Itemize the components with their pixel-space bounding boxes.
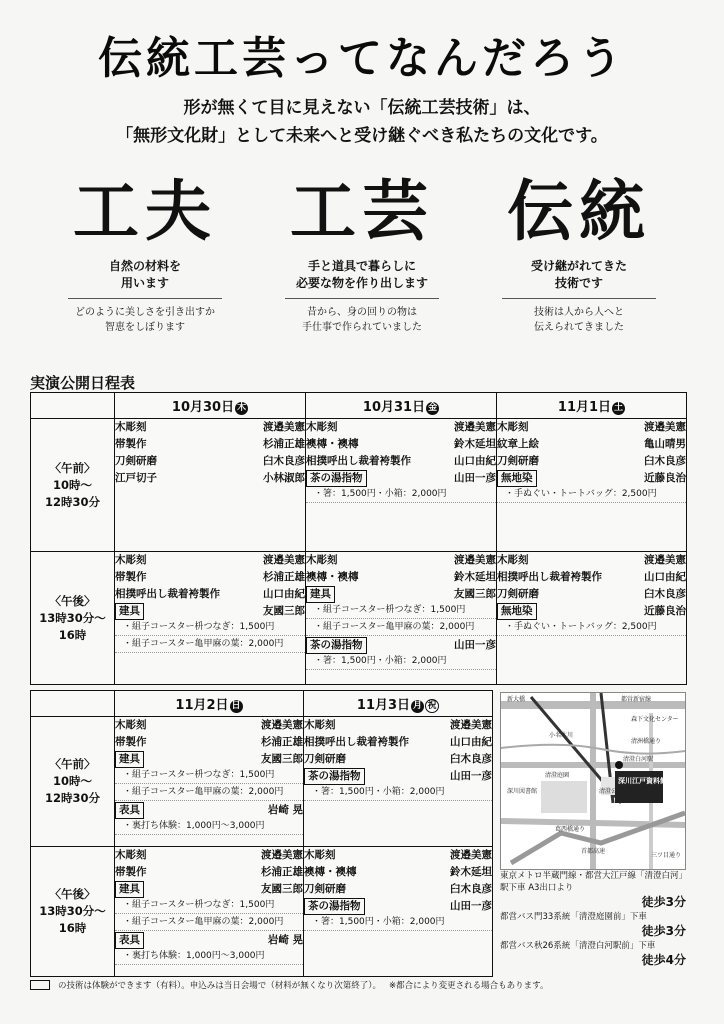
intro-text bbox=[0, 94, 724, 150]
craft-row bbox=[115, 734, 303, 751]
craft-name: 木彫刻 bbox=[115, 719, 147, 731]
craft-row bbox=[497, 419, 686, 436]
legend bbox=[30, 979, 548, 991]
access-map bbox=[500, 692, 686, 870]
craft-name: 帯製作 bbox=[115, 736, 147, 748]
map-label: 清澄庭園 bbox=[545, 772, 570, 779]
craft-name: 帯製作 bbox=[115, 866, 147, 878]
experience-price: ・組子コースター亀甲麻の葉：2,000円 bbox=[306, 620, 496, 636]
craft-row bbox=[115, 436, 305, 453]
craft-row bbox=[115, 586, 305, 603]
craft-name: 建具 bbox=[115, 751, 144, 768]
experience-price: ・箸：1,500円・小箱：2,000円 bbox=[304, 785, 492, 801]
craft-name: 建具 bbox=[306, 586, 335, 603]
craft-row bbox=[497, 552, 686, 569]
artisan-name: 山口由紀 bbox=[644, 571, 686, 583]
weekday-badge: 土 bbox=[614, 403, 624, 413]
craft-row bbox=[304, 717, 492, 734]
artisan-name: 杉浦正雄 bbox=[263, 438, 305, 450]
craft-row bbox=[497, 586, 686, 603]
craft-row bbox=[115, 717, 303, 734]
date-header: 10月31日 金 bbox=[306, 393, 497, 419]
experience-price: ・組子コースター亀甲麻の葉：2,000円 bbox=[115, 637, 305, 653]
craft-row bbox=[304, 898, 492, 915]
artisan-name: 山田一彦 bbox=[454, 472, 496, 484]
craft-name: 木彫刻 bbox=[304, 849, 336, 861]
experience-price: ・組子コースター枡つなぎ：1,500円 bbox=[115, 898, 303, 914]
craft-name: 相撲呼出し裁着袴製作 bbox=[304, 736, 409, 748]
craft-name: 茶の湯指物 bbox=[306, 637, 367, 654]
artisan-name: 岩崎 晃 bbox=[267, 934, 303, 946]
map-label: 清澄白河駅 bbox=[623, 756, 654, 763]
map-label: 新大橋 bbox=[507, 696, 526, 703]
craft-row bbox=[304, 881, 492, 898]
weekday-badge: 日 bbox=[231, 701, 241, 711]
date-header-row bbox=[31, 691, 493, 717]
artisan-name: 渡邉美憲 bbox=[454, 554, 496, 566]
artisan-name: 臼木良彦 bbox=[263, 455, 305, 467]
schedule-cell bbox=[115, 847, 304, 977]
artisan-name: 山口由紀 bbox=[454, 455, 496, 467]
craft-name: 襖槫・襖槫 bbox=[306, 571, 359, 583]
afternoon-label: 〈午後〉 13時30分～ 16時 bbox=[31, 552, 115, 685]
pillars bbox=[40, 170, 684, 375]
craft-row bbox=[304, 734, 492, 751]
access-route: 東京メトロ半蔵門線・都営大江戸線「清澄白河」駅下車 A3出口より bbox=[500, 871, 683, 893]
experience-price: ・手ぬぐい・トートバッグ：2,500円 bbox=[497, 620, 686, 636]
access-route: 都営バス秋26系統「清澄白河駅前」下車 bbox=[500, 941, 656, 951]
craft-name: 襖槫・襖槫 bbox=[306, 438, 359, 450]
afternoon-label: 〈午後〉 13時30分～ 16時 bbox=[31, 847, 115, 977]
access-info bbox=[500, 870, 686, 969]
date-header: 11月2日 日 bbox=[115, 691, 304, 717]
morning-row bbox=[31, 717, 493, 847]
legend-box bbox=[30, 980, 50, 990]
page-title: 伝統工芸ってなんだろう bbox=[98, 33, 626, 84]
craft-row bbox=[115, 881, 303, 898]
artisan-name: 渡邉美憲 bbox=[263, 421, 305, 433]
pillar-heading: 工芸 bbox=[290, 173, 434, 250]
schedule-cell bbox=[115, 552, 306, 685]
artisan-name: 渡邉美憲 bbox=[450, 849, 492, 861]
craft-row bbox=[497, 436, 686, 453]
legend-note: ※都合により変更される場合もあります。 bbox=[389, 981, 549, 991]
craft-name: 相撲呼出し裁着袴製作 bbox=[306, 455, 411, 467]
artisan-name: 杉浦正雄 bbox=[261, 736, 303, 748]
craft-name: 刀剣研磨 bbox=[304, 883, 346, 895]
craft-name: 相撲呼出し裁着袴製作 bbox=[115, 588, 220, 600]
artisan-name: 近藤良治 bbox=[644, 605, 686, 617]
schedule-table-1 bbox=[30, 392, 687, 685]
craft-name: 木彫刻 bbox=[115, 849, 147, 861]
map-label: 三ツ目通り bbox=[651, 852, 682, 859]
artisan-name: 友國三郎 bbox=[261, 753, 303, 765]
artisan-name: 山口由紀 bbox=[450, 736, 492, 748]
schedule-cell bbox=[306, 552, 497, 685]
schedule-cell bbox=[304, 847, 493, 977]
craft-name: 無地染 bbox=[497, 470, 537, 487]
experience-price: ・組子コースター亀甲麻の葉：2,000円 bbox=[115, 915, 303, 931]
artisan-name: 渡邉美憲 bbox=[261, 719, 303, 731]
artisan-name: 山田一彦 bbox=[450, 770, 492, 782]
craft-row bbox=[304, 864, 492, 881]
artisan-name: 臼木良彦 bbox=[450, 753, 492, 765]
artisan-name: 山田一彦 bbox=[450, 900, 492, 912]
artisan-name: 杉浦正雄 bbox=[261, 866, 303, 878]
map-label: 都営新宿線 bbox=[621, 696, 652, 703]
craft-row bbox=[497, 603, 686, 620]
craft-row bbox=[306, 470, 496, 487]
craft-row bbox=[304, 751, 492, 768]
craft-row bbox=[306, 569, 496, 586]
craft-name: 木彫刻 bbox=[115, 554, 147, 566]
map-label: 森下文化センター bbox=[631, 716, 679, 723]
craft-row bbox=[304, 847, 492, 864]
corner-cell bbox=[31, 691, 115, 717]
craft-row bbox=[115, 864, 303, 881]
craft-name: 相撲呼出し裁着袴製作 bbox=[497, 571, 602, 583]
weekday-badge: 金 bbox=[428, 403, 438, 413]
craft-row bbox=[306, 436, 496, 453]
artisan-name: 鈴木延坦 bbox=[454, 571, 496, 583]
date-header: 11月1日 土 bbox=[497, 393, 687, 419]
experience-price: ・組子コースター枡つなぎ：1,500円 bbox=[115, 768, 303, 784]
pillar-note: 技術は人から人へと 伝えられてきました bbox=[534, 307, 624, 333]
schedule-cell bbox=[115, 717, 304, 847]
craft-name: 刀剣研磨 bbox=[304, 753, 346, 765]
artisan-name: 渡邉美憲 bbox=[263, 554, 305, 566]
map-label: 首都高速 bbox=[581, 848, 606, 855]
morning-label: 〈午前〉 10時～ 12時30分 bbox=[31, 717, 115, 847]
map-label: 小名木川 bbox=[549, 732, 574, 739]
artisan-name: 友國三郎 bbox=[454, 588, 496, 600]
map-label: 葛西橋通り bbox=[555, 826, 586, 833]
experience-price: ・箸：1,500円・小箱：2,000円 bbox=[306, 654, 496, 670]
artisan-name: 渡邉美憲 bbox=[454, 421, 496, 433]
craft-name: 帯製作 bbox=[115, 438, 147, 450]
pillar-note: 昔から、身の回りの物は 手仕事で作られていました bbox=[302, 307, 422, 333]
craft-row bbox=[497, 569, 686, 586]
craft-name: 茶の湯指物 bbox=[304, 768, 365, 785]
artisan-name: 臼木良彦 bbox=[644, 588, 686, 600]
experience-price: ・裏打ち体験：1,000円～3,000円 bbox=[115, 949, 303, 965]
craft-row bbox=[115, 453, 305, 470]
craft-name: 襖槫・襖槫 bbox=[304, 866, 357, 878]
weekday-badge: 月 bbox=[413, 701, 423, 711]
intro-line-1: 形が無くて目に見えない「伝統工芸技術」は、 bbox=[183, 98, 541, 118]
artisan-name: 鈴木延坦 bbox=[454, 438, 496, 450]
artisan-name: 友國三郎 bbox=[263, 605, 305, 617]
craft-row bbox=[115, 552, 305, 569]
craft-name: 木彫刻 bbox=[306, 421, 338, 433]
craft-row bbox=[115, 470, 305, 487]
holiday-badge: 祝 bbox=[425, 699, 439, 713]
artisan-name: 渡邉美憲 bbox=[261, 849, 303, 861]
pillar-subtitle: 受け継がれてきた 技術です bbox=[502, 258, 656, 299]
map-label: 清澄公園 bbox=[599, 788, 624, 795]
craft-row bbox=[115, 569, 305, 586]
pillar-heading: 伝統 bbox=[507, 173, 651, 250]
craft-name: 表具 bbox=[115, 802, 144, 819]
craft-row bbox=[115, 419, 305, 436]
afternoon-row bbox=[31, 552, 687, 685]
access-route: 都営バス門33系統「清澄庭園前」下車 bbox=[500, 912, 647, 922]
craft-name: 木彫刻 bbox=[306, 554, 338, 566]
craft-row bbox=[497, 470, 686, 487]
artisan-name: 臼木良彦 bbox=[450, 883, 492, 895]
experience-price: ・箸：1,500円・小箱：2,000円 bbox=[306, 487, 496, 503]
artisan-name: 亀山晴男 bbox=[644, 438, 686, 450]
craft-row bbox=[115, 751, 303, 768]
craft-row bbox=[306, 552, 496, 569]
pillar-kogei bbox=[267, 170, 457, 335]
artisan-name: 山田一彦 bbox=[454, 639, 496, 651]
craft-name: 無地染 bbox=[497, 603, 537, 620]
experience-price: ・手ぬぐい・トートバッグ：2,500円 bbox=[497, 487, 686, 503]
craft-name: 茶の湯指物 bbox=[304, 898, 365, 915]
artisan-name: 鈴木延坦 bbox=[450, 866, 492, 878]
intro-line-2: 「無形文化財」として未来へと受け継ぐべき私たちの文化です。 bbox=[116, 126, 608, 146]
artisan-name: 友國三郎 bbox=[261, 883, 303, 895]
schedule-cell bbox=[306, 419, 497, 552]
weekday-badge: 木 bbox=[237, 403, 247, 413]
craft-row bbox=[306, 453, 496, 470]
craft-name: 木彫刻 bbox=[497, 421, 529, 433]
artisan-name: 近藤良治 bbox=[644, 472, 686, 484]
map-graphic bbox=[501, 693, 685, 869]
schedule-table-2 bbox=[30, 690, 493, 977]
pillar-subtitle: 自然の材料を 用います bbox=[68, 258, 222, 299]
craft-row bbox=[115, 932, 303, 949]
museum-label: 深川江戸資料館 bbox=[618, 777, 667, 785]
craft-row bbox=[115, 802, 303, 819]
artisan-name: 渡邉美憲 bbox=[450, 719, 492, 731]
walk-time: 徒歩4分 bbox=[641, 953, 686, 967]
artisan-name: 杉浦正雄 bbox=[263, 571, 305, 583]
map-label: 深川図書館 bbox=[507, 788, 538, 795]
date-header: 11月3日 月 祝 bbox=[304, 691, 493, 717]
pillar-subtitle: 手と道具で暮らしに 必要な物を作り出します bbox=[285, 258, 439, 299]
craft-name: 刀剣研磨 bbox=[115, 455, 157, 467]
craft-name: 江戸切子 bbox=[115, 472, 157, 484]
morning-label: 〈午前〉 10時～ 12時30分 bbox=[31, 419, 115, 552]
schedule-cell bbox=[304, 717, 493, 847]
walk-time: 徒歩3分 bbox=[641, 924, 686, 938]
craft-name: 紋章上絵 bbox=[497, 438, 539, 450]
craft-name: 刀剣研磨 bbox=[497, 455, 539, 467]
schedule-cell bbox=[497, 419, 687, 552]
craft-name: 茶の湯指物 bbox=[306, 470, 367, 487]
craft-row bbox=[304, 768, 492, 785]
experience-price: ・組子コースター亀甲麻の葉：2,000円 bbox=[115, 785, 303, 801]
artisan-name: 渡邉美憲 bbox=[644, 554, 686, 566]
pillar-kufu bbox=[50, 170, 240, 335]
map-label: 清洲橋通り bbox=[631, 738, 662, 745]
experience-price: ・組子コースター枡つなぎ：1,500円 bbox=[115, 620, 305, 636]
craft-row bbox=[306, 419, 496, 436]
date-header-row bbox=[31, 393, 687, 419]
artisan-name: 山口由紀 bbox=[263, 588, 305, 600]
craft-row bbox=[306, 637, 496, 654]
experience-price: ・組子コースター枡つなぎ：1,500円 bbox=[306, 603, 496, 619]
schedule-cell bbox=[497, 552, 687, 685]
schedule-title: 実演公開日程表 bbox=[30, 374, 136, 392]
afternoon-row bbox=[31, 847, 493, 977]
craft-row bbox=[306, 586, 496, 603]
craft-name: 刀剣研磨 bbox=[497, 588, 539, 600]
pillar-dento bbox=[484, 170, 674, 335]
walk-time: 徒歩3分 bbox=[641, 895, 686, 909]
morning-row bbox=[31, 419, 687, 552]
craft-name: 木彫刻 bbox=[115, 421, 147, 433]
craft-name: 木彫刻 bbox=[497, 554, 529, 566]
corner-cell bbox=[31, 393, 115, 419]
craft-name: 帯製作 bbox=[115, 571, 147, 583]
experience-price: ・箸：1,500円・小箱：2,000円 bbox=[304, 915, 492, 931]
experience-price: ・裏打ち体験：1,000円～3,000円 bbox=[115, 819, 303, 835]
craft-row bbox=[115, 847, 303, 864]
legend-text: の技術は体験ができます（有料）。申込みは当日会場で（材料が無くなり次第終了）。 bbox=[58, 981, 382, 991]
pillar-note: どのように美しさを引き出すか 智恵をしぼります bbox=[75, 307, 215, 333]
craft-row bbox=[497, 453, 686, 470]
craft-name: 建具 bbox=[115, 881, 144, 898]
schedule-cell bbox=[115, 419, 306, 552]
artisan-name: 渡邉美憲 bbox=[644, 421, 686, 433]
craft-name: 建具 bbox=[115, 603, 144, 620]
craft-name: 木彫刻 bbox=[304, 719, 336, 731]
craft-row bbox=[115, 603, 305, 620]
artisan-name: 臼木良彦 bbox=[644, 455, 686, 467]
artisan-name: 岩崎 晃 bbox=[267, 804, 303, 816]
pillar-heading: 工夫 bbox=[73, 173, 217, 250]
craft-name: 表具 bbox=[115, 932, 144, 949]
date-header: 10月30日 木 bbox=[115, 393, 306, 419]
artisan-name: 小林淑郎 bbox=[263, 472, 305, 484]
